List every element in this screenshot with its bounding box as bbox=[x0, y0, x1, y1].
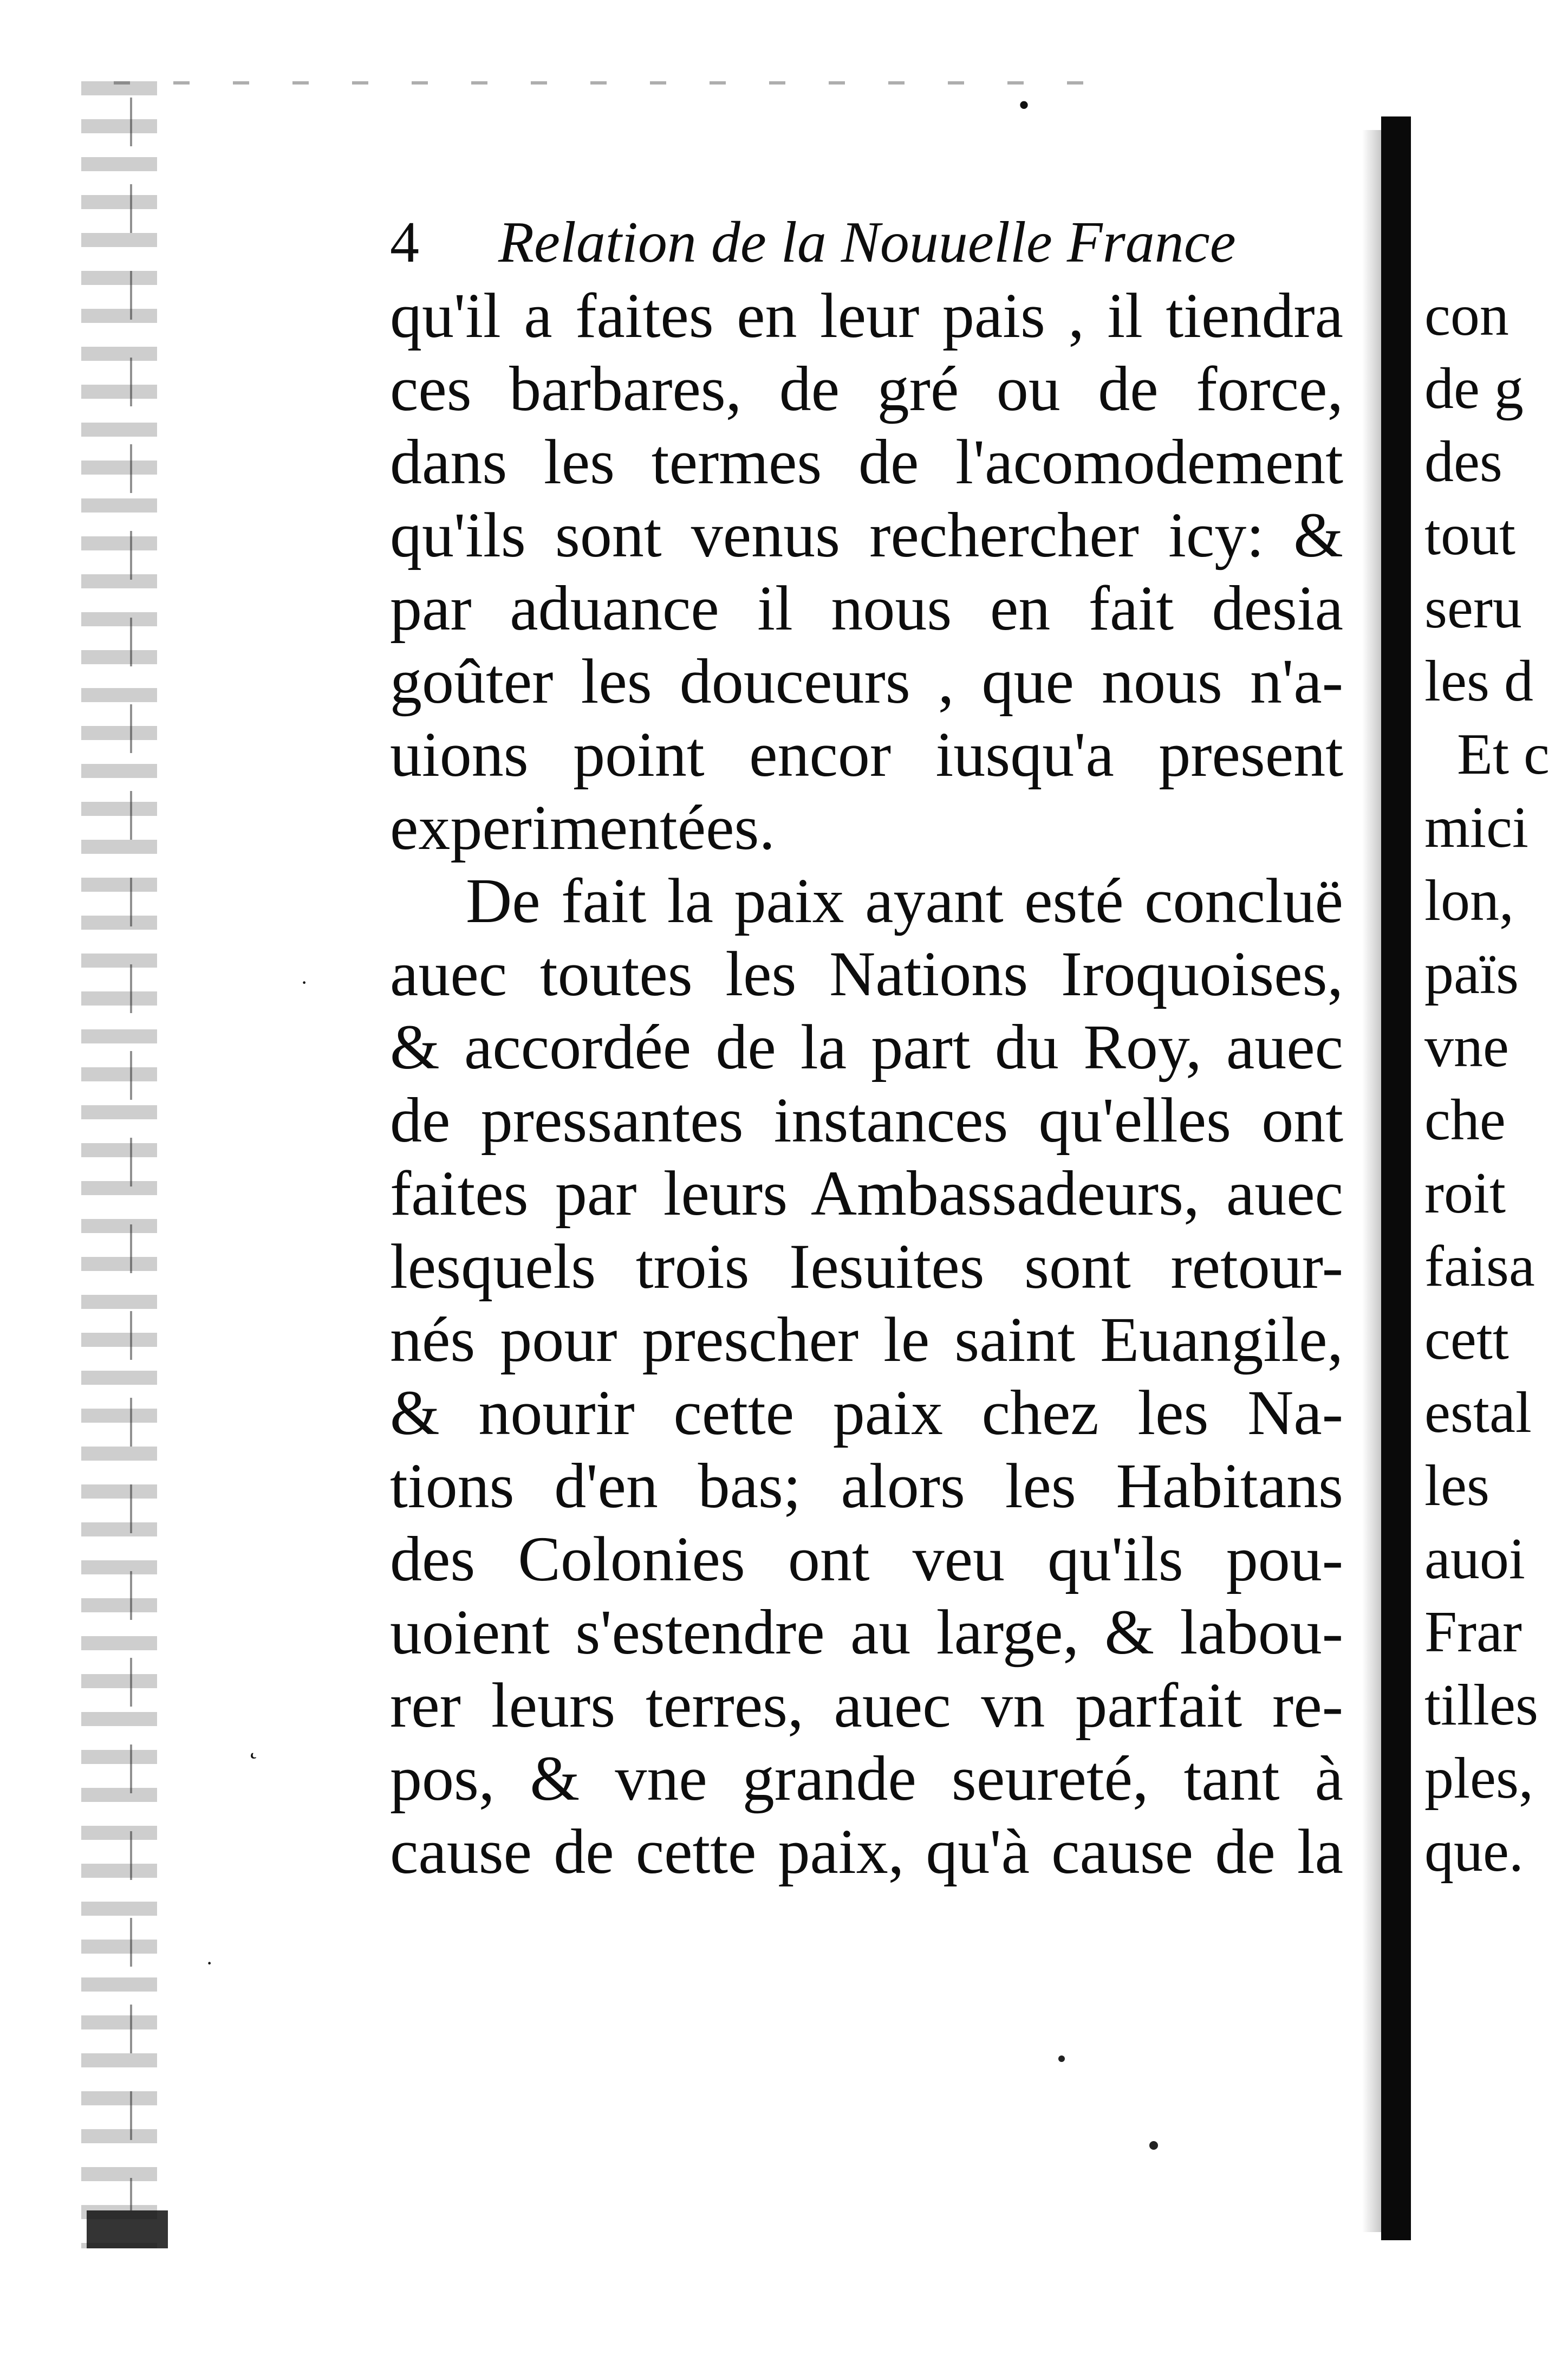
facing-text-line: ples, bbox=[1424, 1746, 1533, 1811]
book-gutter bbox=[1381, 116, 1411, 2240]
gutter-shadow bbox=[1362, 130, 1384, 2232]
facing-text-line: estal bbox=[1424, 1380, 1532, 1445]
paragraph-start-line: De fait la paix ayant esté concluë bbox=[466, 865, 1343, 936]
text-line: & nourir cette paix chez les Na- bbox=[390, 1377, 1343, 1448]
running-title: Relation de la Nouuelle France bbox=[498, 210, 1236, 275]
facing-text-line: païs bbox=[1424, 942, 1519, 1006]
text-line: ces barbares, de gré ou de force, bbox=[390, 353, 1343, 424]
text-line: nés pour prescher le saint Euangile, bbox=[390, 1304, 1343, 1375]
text-line: des Colonies ont veu qu'ils pou- bbox=[390, 1523, 1343, 1594]
facing-text-line: que. bbox=[1424, 1819, 1524, 1884]
stray-ink-dots bbox=[1040, 2048, 1170, 2178]
text-line: qu'il a faites en leur pais , il tiendra bbox=[390, 280, 1343, 351]
facing-text-line: che bbox=[1424, 1088, 1506, 1152]
scan-smudge bbox=[87, 2210, 168, 2248]
text-line: dans les termes de l'acomodement bbox=[390, 426, 1343, 497]
facing-text-line: roit bbox=[1424, 1161, 1506, 1225]
text-line: lesquels trois Iesuites sont retour- bbox=[390, 1231, 1343, 1302]
facing-text-line: les bbox=[1424, 1454, 1489, 1518]
page-text-block bbox=[390, 206, 1365, 1888]
facing-text-line: cett bbox=[1424, 1307, 1509, 1372]
running-head bbox=[390, 206, 1365, 279]
text-line: pos, & vne grande seureté, tant à bbox=[390, 1743, 1343, 1814]
facing-text-line: tilles bbox=[1424, 1673, 1538, 1737]
facing-text-line: Frar bbox=[1424, 1600, 1522, 1664]
facing-text-line: auoi bbox=[1424, 1527, 1525, 1591]
facing-text-line: faisa bbox=[1424, 1234, 1535, 1299]
ink-dot bbox=[1149, 2141, 1158, 2150]
text-line: auec toutes les Nations Iroquoises, bbox=[390, 938, 1343, 1009]
text-line: faites par leurs Ambassadeurs, auec bbox=[390, 1158, 1343, 1229]
text-line: uions point encor iusqu'a present bbox=[390, 719, 1343, 790]
text-line: qu'ils sont venus rechercher icy: & bbox=[390, 500, 1343, 570]
facing-text-line: des bbox=[1424, 430, 1502, 494]
scan-left-edge-line bbox=[130, 98, 132, 2210]
stray-ink-mark: ˛ bbox=[249, 1729, 258, 1759]
text-line: goûter les douceurs , que nous n'a- bbox=[390, 646, 1343, 717]
facing-text-line: mici bbox=[1424, 795, 1528, 860]
text-line: rer leurs terres, auec vn parfait re- bbox=[390, 1670, 1343, 1741]
stray-ink-mark: • bbox=[1018, 87, 1030, 123]
ink-dot bbox=[1058, 2055, 1065, 2062]
stray-ink-mark: · bbox=[206, 1951, 213, 1975]
facing-text-line: tout bbox=[1424, 503, 1516, 567]
facing-text-line: de g bbox=[1424, 356, 1524, 421]
facing-text-line: les d bbox=[1424, 649, 1533, 714]
text-line: tions d'en bas; alors les Habitans bbox=[390, 1450, 1343, 1521]
text-line: de pressantes instances qu'elles ont bbox=[390, 1085, 1343, 1156]
facing-text-line: con bbox=[1424, 283, 1509, 348]
facing-page-fragment bbox=[1424, 279, 1568, 1888]
facing-text-line: lon, bbox=[1424, 868, 1514, 933]
facing-text-line: vne bbox=[1424, 1015, 1509, 1079]
facing-text-line: seru bbox=[1424, 576, 1522, 640]
scan-top-edge bbox=[114, 81, 1089, 85]
facing-text-line: Et c bbox=[1457, 722, 1550, 787]
text-line: experimentées. bbox=[390, 792, 775, 863]
page-number: 4 bbox=[390, 210, 419, 275]
scan-left-edge-noise bbox=[81, 81, 157, 2248]
text-line: uoient s'estendre au large, & labou- bbox=[390, 1597, 1343, 1668]
stray-ink-mark: · bbox=[301, 970, 308, 995]
text-line: par aduance il nous en fait desia bbox=[390, 573, 1343, 644]
text-line: & accordée de la part du Roy, auec bbox=[390, 1011, 1343, 1082]
text-line: cause de cette paix, qu'à cause de la bbox=[390, 1816, 1343, 1887]
